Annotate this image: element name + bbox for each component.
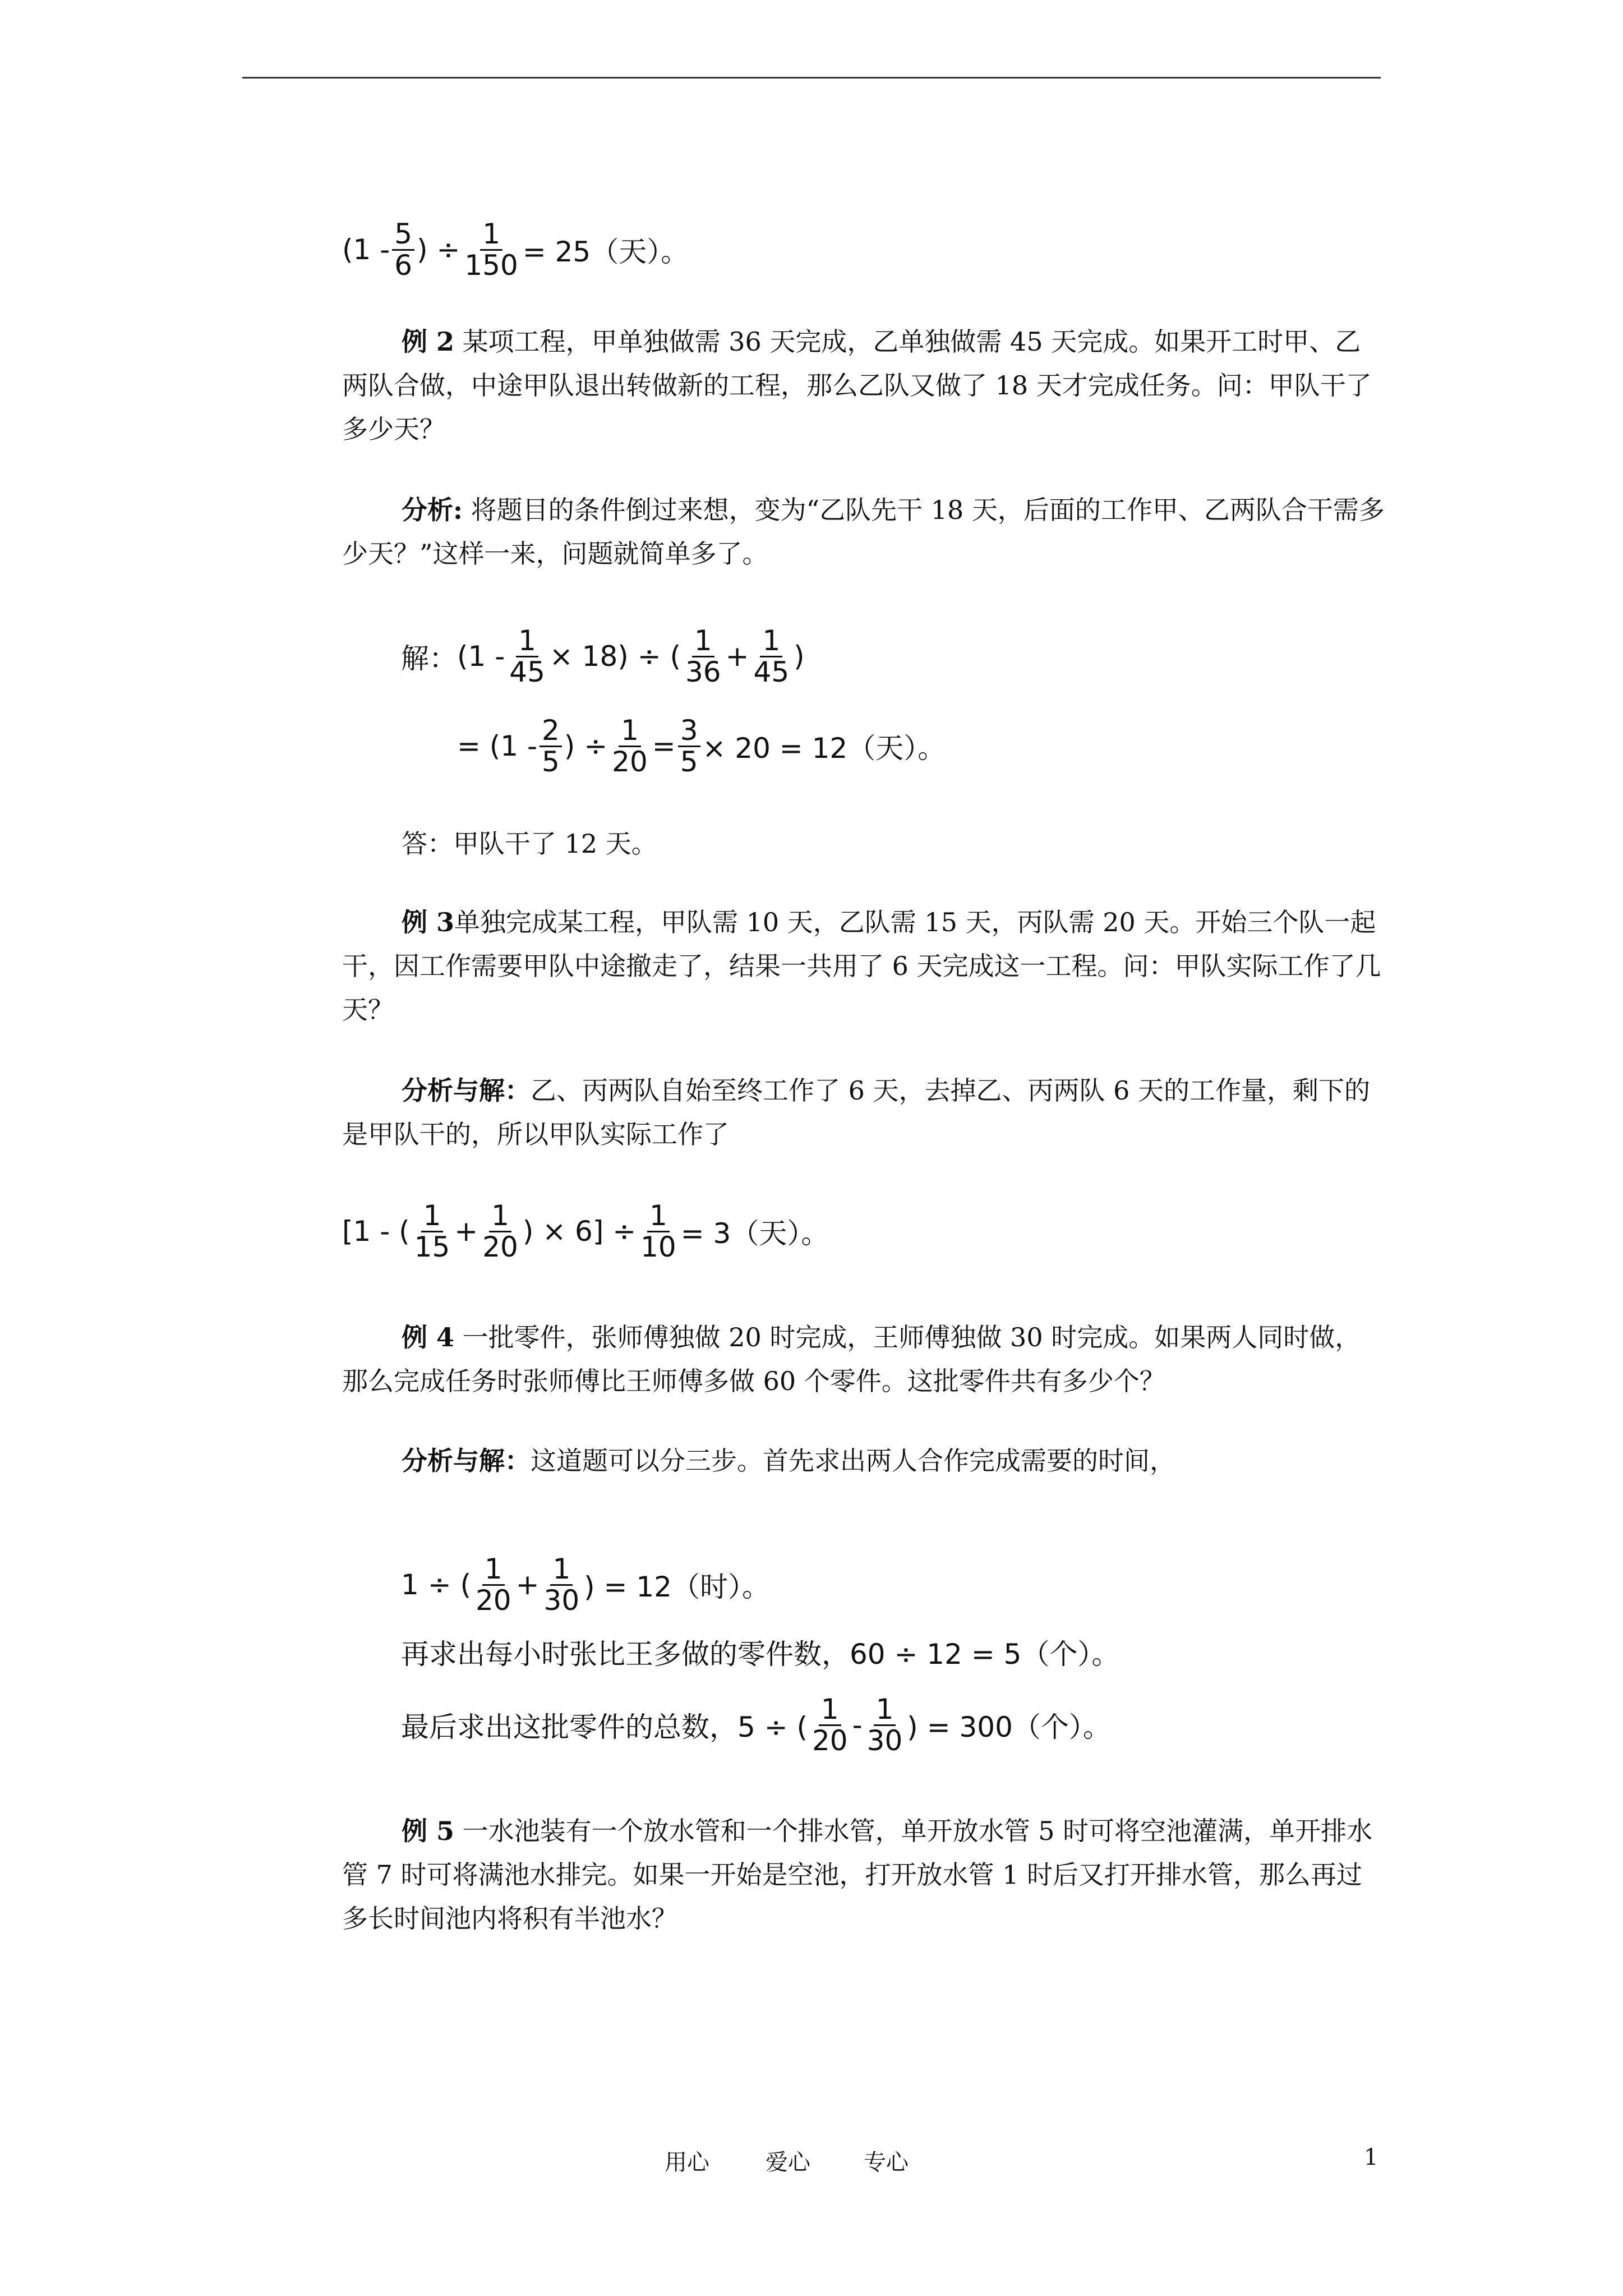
example-4-text: 一批零件，张师傅独做 20 时完成，王师傅独做 30 时完成。如果两人同时做，那么完成任务时张师傅比王师傅多做 60 个零件。这批零件共有多少个？: [342, 1322, 1361, 1396]
example-5-text: 一水池装有一个放水管和一个排水管，单开放水管 5 时可将空池灌满，单开排水管 7 时可将满池水排完。如果一开始是空池，打开放水管 1 时后又打开排水管，那么再过多长时间池内将积有半池水？: [342, 1816, 1373, 1934]
example-5: [342, 1809, 1385, 1940]
fraction: [678, 716, 700, 776]
fraction: [473, 1554, 514, 1615]
fraction: [810, 1695, 850, 1755]
denominator: 15: [414, 1230, 450, 1263]
analysis-2-text: 将题目的条件倒过来想，变为“乙队先干 18 天，后面的工作甲、乙两队合干需多少天？”这样一来，问题就简单多了。: [342, 495, 1385, 569]
numerator: 1: [516, 626, 538, 657]
sol4-l3a: 最后求出这批零件的总数，5 ÷ (: [401, 1711, 808, 1743]
sol4-l1b: +: [515, 1568, 540, 1601]
analysis-2-label: 分析:: [402, 495, 463, 525]
example-2-label: 例 2: [402, 326, 455, 357]
fraction: [392, 219, 414, 280]
denominator: 10: [640, 1230, 676, 1263]
denominator: 45: [753, 655, 790, 688]
equation-1: [342, 216, 689, 283]
fraction: [412, 1201, 453, 1262]
numerator: 1: [480, 219, 502, 251]
solution-4-line-2: [401, 1630, 1119, 1674]
sol2-l1b: × 18) ÷ (: [549, 640, 681, 673]
fraction: [751, 626, 792, 687]
fraction: [542, 1554, 582, 1615]
example-4-label: 例 4: [402, 1322, 455, 1352]
eq1-pre: (1 -: [342, 233, 390, 266]
solution-label: 解：: [401, 642, 457, 675]
numerator: 1: [482, 1554, 505, 1586]
denominator: 45: [509, 655, 545, 688]
numerator: 1: [692, 626, 714, 657]
sol2-l2b: ) ÷: [564, 730, 608, 762]
numerator: 2: [540, 716, 562, 747]
analysis-4-label: 分析与解：: [402, 1446, 531, 1476]
denominator: 150: [464, 249, 518, 282]
numerator: 1: [647, 1201, 670, 1232]
analysis-3-label: 分析与解：: [402, 1075, 531, 1106]
footer-text-2: 爱心: [766, 2150, 810, 2175]
denominator: 20: [476, 1584, 511, 1617]
analysis-3-text: 乙、丙两队自始至终工作了 6 天，去掉乙、丙两队 6 天的工作量，剩下的是甲队干的，所以甲队实际工作了: [342, 1075, 1371, 1149]
page-number: 1: [1364, 2145, 1378, 2170]
fraction: [638, 1201, 679, 1262]
numerator: 1: [619, 716, 641, 747]
example-2-text: 某项工程，甲单独做需 36 天完成，乙单独做需 45 天完成。如果开工时甲、乙两队合做，中途甲队退出转做新的工程，那么乙队又做了 18 天才完成任务。问：甲队干了多少天？: [342, 326, 1372, 444]
header-rule: [242, 77, 1381, 79]
eq1-post: = 25（天）。: [522, 236, 689, 268]
solution-2-line-1: [401, 620, 805, 693]
denominator: 20: [812, 1724, 848, 1757]
fraction: [507, 626, 547, 687]
analysis-4-text: 这道题可以分三步。首先求出两人合作完成需要的时间，: [531, 1446, 1175, 1476]
denominator: 5: [680, 745, 698, 778]
fraction: [865, 1695, 905, 1755]
sol2-l2c: =: [652, 730, 676, 762]
fraction: [540, 716, 562, 776]
eq3-c: ) × 6] ÷: [522, 1215, 637, 1248]
fraction: [683, 626, 723, 687]
sol4-l2: 再求出每小时张比王多做的零件数，60 ÷ 12 = 5（个）。: [401, 1638, 1120, 1671]
sol2-l1c: +: [725, 640, 749, 673]
numerator: 5: [392, 219, 414, 251]
example-3: [342, 900, 1385, 1032]
numerator: 1: [550, 1554, 573, 1586]
numerator: 1: [874, 1695, 896, 1726]
example-3-label: 例 3: [402, 907, 455, 937]
eq3-a: [1 - (: [342, 1215, 410, 1248]
sol2-l2a: = (1 -: [457, 730, 538, 762]
solution-4-line-1: [401, 1548, 770, 1621]
eq3-d: = 3（天）。: [680, 1217, 829, 1250]
analysis-4: [342, 1439, 1385, 1483]
eq3-b: +: [454, 1215, 478, 1248]
sol2-l2d: × 20 = 12（天）。: [702, 732, 946, 765]
fraction: [480, 1201, 520, 1262]
example-4: [342, 1315, 1385, 1403]
sol2-l1d: ): [794, 640, 805, 673]
denominator: 30: [866, 1724, 903, 1757]
analysis-2: [342, 488, 1385, 576]
denominator: 36: [685, 655, 721, 688]
solution-2-line-2: [457, 710, 946, 783]
example-2: [342, 320, 1385, 451]
denominator: 20: [482, 1230, 518, 1263]
numerator: 1: [760, 626, 782, 657]
example-3-text: 单独完成某工程，甲队需 10 天，乙队需 15 天，丙队需 20 天。开始三个队一起干，因工作需要甲队中途撤走了，结果一共用了 6 天完成这一工程。问：甲队实际工作了几天？: [342, 907, 1381, 1025]
solution-4-line-3: [401, 1688, 1111, 1761]
denominator: 20: [612, 745, 648, 778]
answer-2: [342, 822, 1385, 866]
numerator: 1: [421, 1201, 444, 1232]
numerator: 3: [678, 716, 700, 747]
equation-3: [342, 1195, 829, 1268]
sol4-l3b: -: [852, 1709, 863, 1741]
footer-text-1: 用心: [665, 2150, 709, 2175]
fraction: [610, 716, 650, 776]
sol4-l3c: ) = 300（个）。: [907, 1711, 1111, 1743]
sol4-l1c: ) = 12（时）。: [584, 1571, 770, 1603]
example-5-label: 例 5: [402, 1816, 455, 1846]
numerator: 1: [489, 1201, 511, 1232]
answer-2-text: 答：甲队干了 12 天。: [402, 829, 657, 859]
denominator: 6: [394, 249, 413, 282]
denominator: 30: [543, 1584, 580, 1617]
footer-text-3: 专心: [864, 2150, 909, 2175]
sol4-l1a: 1 ÷ (: [401, 1568, 471, 1601]
sol2-l1a: (1 -: [457, 640, 505, 673]
eq1-mid: ) ÷: [417, 233, 460, 266]
fraction: [462, 219, 520, 280]
analysis-3: [342, 1069, 1385, 1156]
denominator: 5: [542, 745, 560, 778]
numerator: 1: [819, 1695, 841, 1726]
